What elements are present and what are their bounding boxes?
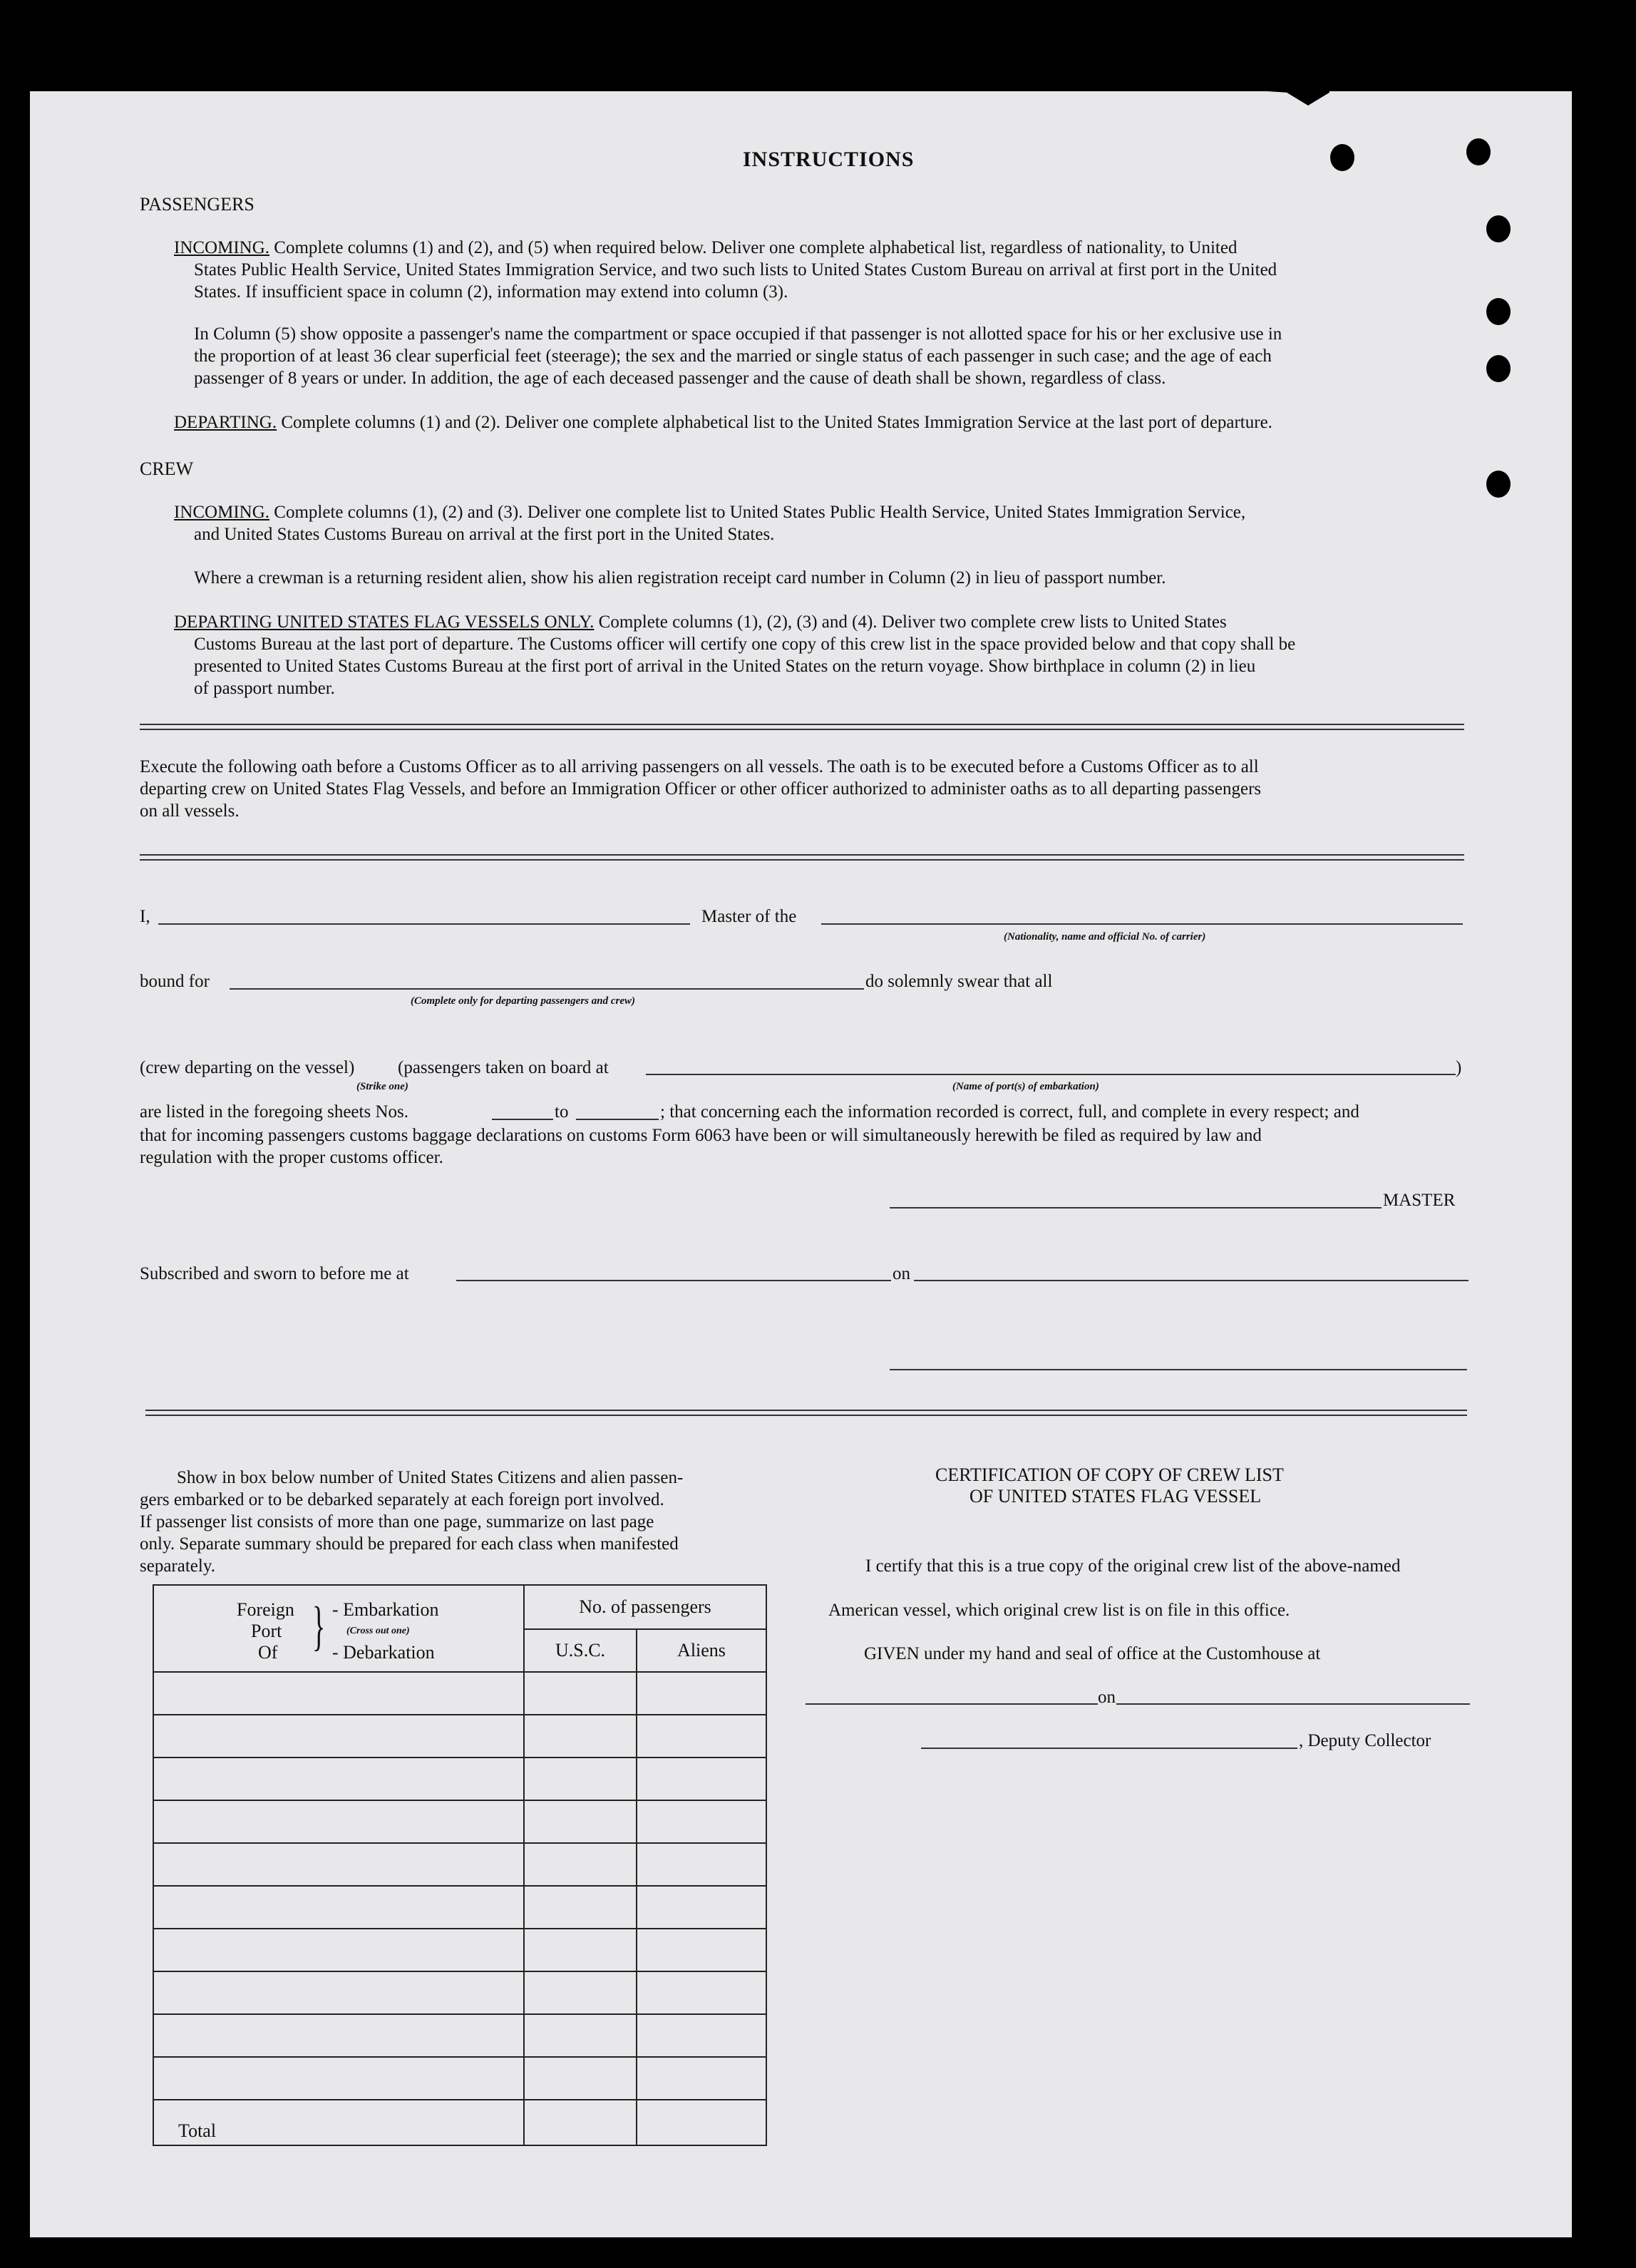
cross-out-caption: (Cross out one) bbox=[346, 1626, 410, 1636]
port-cell[interactable] bbox=[153, 1800, 524, 1843]
sworn-on-label: on bbox=[892, 1264, 910, 1283]
port-cell[interactable] bbox=[153, 1758, 524, 1800]
certification-title: CERTIFICATION OF COPY OF CREW LIST bbox=[935, 1464, 1284, 1485]
table-row bbox=[153, 1929, 766, 1971]
section-divider bbox=[140, 724, 1464, 730]
table-row bbox=[153, 1758, 766, 1800]
close-paren: ) bbox=[1456, 1058, 1462, 1077]
port-cell[interactable] bbox=[153, 1715, 524, 1758]
table-row bbox=[153, 1672, 766, 1715]
usc-cell[interactable] bbox=[524, 2014, 637, 2057]
oath-intro-text: Execute the following oath before a Customs Officer as to all arriving passengers on all vessels. The oath is to be executed before a Customs Officer as to all departing crew on United States Flag Vessels, and before an Immigration Officer or other officer authorized to administer oaths as to all departing passengers on all vessels. bbox=[140, 757, 1262, 821]
usc-cell[interactable] bbox=[524, 1929, 637, 1971]
summary-instructions: Show in box below number of United States Citizens and alien passen- gers embarked or to be debarked separately at each foreign port involved. If passenger list consists of more than one page, summarize on last page only. Separate summary should be prepared for each class when manifested separately. bbox=[140, 1468, 684, 1576]
certify-text-cont: American vessel, which original crew list is on file in this office. bbox=[828, 1601, 1290, 1620]
crew-departing-text: DEPARTING UNITED STATES FLAG VESSELS ONLY. Complete columns (1), (2), (3) and (4). Deliver two complete crew lists to United States bbox=[174, 612, 1227, 632]
aliens-cell[interactable] bbox=[637, 1800, 766, 1843]
total-label-cell bbox=[153, 2100, 524, 2145]
aliens-cell[interactable] bbox=[637, 1886, 766, 1929]
bound-for-field[interactable] bbox=[230, 988, 864, 990]
officer-signature-field[interactable] bbox=[890, 1369, 1467, 1370]
aliens-cell[interactable] bbox=[637, 2057, 766, 2100]
usc-header: U.S.C. bbox=[524, 1629, 637, 1672]
total-label: Total bbox=[178, 2120, 217, 2141]
table-row bbox=[153, 1886, 766, 1929]
deputy-collector-label: , Deputy Collector bbox=[1299, 1731, 1431, 1750]
carrier-field[interactable] bbox=[821, 923, 1463, 925]
port-cell[interactable] bbox=[153, 1886, 524, 1929]
table-row bbox=[153, 1971, 766, 2014]
crew-heading: CREW bbox=[140, 458, 194, 479]
table-row bbox=[153, 2057, 766, 2100]
punch-hole-icon bbox=[1466, 138, 1491, 165]
customhouse-field[interactable] bbox=[806, 1703, 1098, 1705]
aliens-cell[interactable] bbox=[637, 1929, 766, 1971]
deputy-signature-field[interactable] bbox=[921, 1748, 1297, 1749]
foreign-port-header bbox=[153, 1585, 524, 1672]
table-row bbox=[153, 1843, 766, 1886]
swear-text: do solemnly swear that all bbox=[865, 972, 1053, 991]
listed-to-label: to bbox=[555, 1102, 569, 1122]
passenger-summary-table bbox=[153, 1584, 767, 2146]
port-cell[interactable] bbox=[153, 1672, 524, 1715]
master-signature-field[interactable] bbox=[890, 1207, 1382, 1209]
page-title: INSTRUCTIONS bbox=[743, 148, 915, 171]
sheet-from-field[interactable] bbox=[492, 1119, 553, 1120]
brace-icon: } bbox=[312, 1596, 326, 1656]
usc-cell[interactable] bbox=[524, 1758, 637, 1800]
passengers-column5-text: In Column (5) show opposite a passenger's name the compartment or space occupied if that passenger is not allotted space for his or her exclusive use in the proportion of at least 36 clear superficial feet (steerage); the sex and the married or single status of each passenger in such case; and the age of each passenger of 8 years or under. In addition, the age of each deceased passenger and the cause of death shall be shown, regardless of class. bbox=[194, 324, 1282, 388]
table-row bbox=[153, 1715, 766, 1758]
aliens-cell[interactable] bbox=[637, 1672, 766, 1715]
section-divider bbox=[145, 1410, 1467, 1416]
certification-subtitle: OF UNITED STATES FLAG VESSEL bbox=[969, 1486, 1262, 1507]
usc-cell[interactable] bbox=[524, 2057, 637, 2100]
master-signature-label: MASTER bbox=[1383, 1191, 1456, 1210]
punch-hole-icon bbox=[1486, 355, 1511, 382]
usc-cell[interactable] bbox=[524, 1800, 637, 1843]
port-cell[interactable] bbox=[153, 2014, 524, 2057]
bound-for-label: bound for bbox=[140, 972, 210, 991]
port-cell[interactable] bbox=[153, 2057, 524, 2100]
crew-incoming-cont: and United States Customs Bureau on arrival at the first port in the United States. bbox=[194, 525, 775, 544]
embarkation-label: - Embarkation bbox=[332, 1599, 439, 1620]
debarkation-label: - Debarkation bbox=[332, 1642, 435, 1663]
aliens-header: Aliens bbox=[637, 1629, 766, 1672]
passengers-incoming-text: INCOMING. Complete columns (1) and (2), and (5) when required below. Deliver one complete alphabetical list, regardless of nationality, to United bbox=[174, 238, 1238, 257]
foreign-label: Foreign bbox=[237, 1599, 294, 1620]
crew-resident-text: Where a crewman is a returning resident alien, show his alien registration receipt card number in Column (2) in lieu of passport number. bbox=[194, 568, 1166, 587]
punch-hole-icon bbox=[1486, 215, 1511, 242]
usc-cell[interactable] bbox=[524, 1886, 637, 1929]
aliens-total-cell[interactable] bbox=[637, 2100, 766, 2145]
embarkation-ports-field[interactable] bbox=[646, 1074, 1456, 1075]
passengers-incoming-cont: States Public Health Service, United States Immigration Service, and two such lists to United States Custom Bureau on arrival at first port in the United States. If insufficient space in column (2), information may extend into column (3). bbox=[194, 260, 1277, 302]
table-row bbox=[153, 2014, 766, 2057]
given-on-label: on bbox=[1098, 1688, 1116, 1707]
usc-total-cell[interactable] bbox=[524, 2100, 637, 2145]
ports-caption: (Name of port(s) of embarkation) bbox=[952, 1081, 1099, 1092]
listed-text: are listed in the foregoing sheets Nos. bbox=[140, 1102, 408, 1122]
carrier-caption: (Nationality, name and official No. of carrier) bbox=[1004, 931, 1206, 943]
sworn-place-field[interactable] bbox=[456, 1280, 891, 1281]
crew-departing-cont: Customs Bureau at the last port of departure. The Customs officer will certify one copy of this crew list in the space provided below and that copy shall be presented to United States Customs Bureau at the first port of arrival in the United States on the return voyage. Show birthplace in column (2) in lieu of passport number. bbox=[194, 635, 1296, 698]
given-date-field[interactable] bbox=[1116, 1703, 1470, 1705]
crew-departing-option[interactable]: (crew departing on the vessel) bbox=[140, 1058, 355, 1077]
subscribed-label: Subscribed and sworn to before me at bbox=[140, 1264, 409, 1283]
passengers-taken-option[interactable]: (passengers taken on board at bbox=[398, 1058, 609, 1077]
aliens-cell[interactable] bbox=[637, 2014, 766, 2057]
port-label: Port bbox=[251, 1621, 282, 1641]
section-divider bbox=[140, 854, 1464, 861]
aliens-cell[interactable] bbox=[637, 1758, 766, 1800]
oath-i-label: I, bbox=[140, 907, 150, 926]
passengers-departing-text: DEPARTING. Complete columns (1) and (2). Deliver one complete alphabetical list to the United States Immigration Service at the last port of departure. bbox=[174, 413, 1272, 432]
punch-hole-icon bbox=[1486, 471, 1511, 498]
usc-cell[interactable] bbox=[524, 1971, 637, 2014]
aliens-cell[interactable] bbox=[637, 1843, 766, 1886]
aliens-cell[interactable] bbox=[637, 1715, 766, 1758]
usc-cell[interactable] bbox=[524, 1672, 637, 1715]
listed-text-lines: that for incoming passengers customs baggage declarations on customs Form 6063 have been or will simultaneously herewith be filed as required by law and regulation with the proper customs officer. bbox=[140, 1126, 1262, 1167]
usc-cell[interactable] bbox=[524, 1843, 637, 1886]
master-name-field[interactable] bbox=[158, 923, 690, 925]
listed-text-cont: ; that concerning each the information recorded is correct, full, and complete in every respect; and bbox=[660, 1102, 1359, 1122]
usc-cell[interactable] bbox=[524, 1715, 637, 1758]
punch-hole-icon bbox=[1486, 298, 1511, 325]
passengers-heading: PASSENGERS bbox=[140, 194, 254, 215]
certify-text: I certify that this is a true copy of the original crew list of the above-named bbox=[865, 1556, 1401, 1576]
port-cell[interactable] bbox=[153, 1843, 524, 1886]
sworn-date-field[interactable] bbox=[914, 1280, 1468, 1281]
port-cell[interactable] bbox=[153, 1929, 524, 1971]
given-text: GIVEN under my hand and seal of office at the Customhouse at bbox=[864, 1644, 1321, 1663]
bound-for-caption: (Complete only for departing passengers and crew) bbox=[411, 995, 635, 1007]
port-cell[interactable] bbox=[153, 1971, 524, 2014]
sheet-to-field[interactable] bbox=[576, 1119, 659, 1120]
punch-hole-icon bbox=[1330, 144, 1354, 171]
master-of-label: Master of the bbox=[701, 907, 797, 926]
crew-incoming-text: INCOMING. Complete columns (1), (2) and (3). Deliver one complete list to United States Public Health Service, United States Immigration Service, bbox=[174, 503, 1246, 522]
no-passengers-header: No. of passengers bbox=[524, 1585, 766, 1629]
aliens-cell[interactable] bbox=[637, 1971, 766, 2014]
of-label: Of bbox=[258, 1642, 278, 1663]
table-row bbox=[153, 1800, 766, 1843]
total-row bbox=[153, 2100, 766, 2145]
strike-caption: (Strike one) bbox=[356, 1081, 408, 1092]
